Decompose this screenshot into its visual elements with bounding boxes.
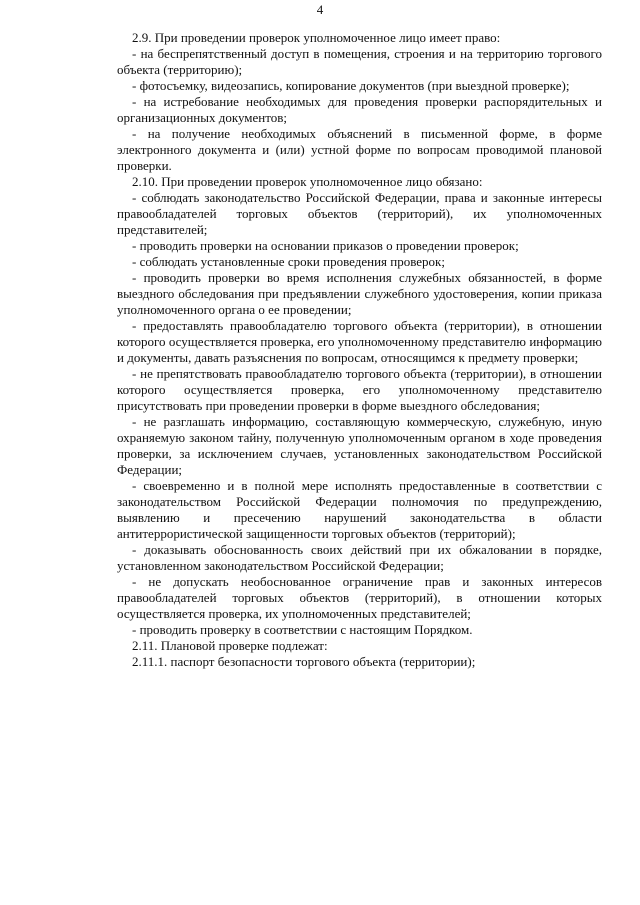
- list-item: - проводить проверки во время исполнения служебных обязанностей, в форме выездного обследования при предъявлении служебного удостоверения, копии приказа уполномоченного органа о ее проведении;: [117, 270, 602, 317]
- list-item: - не препятствовать правообладателю торгового объекта (территории), в отношении которого осуществляется проверка, его уполномоченному представителю присутствовать при проведении проверки в форме выездного обследования;: [117, 366, 602, 413]
- list-item: - на истребование необходимых для проведения проверки распорядительных и организационных документов;: [117, 94, 602, 125]
- list-item: - своевременно и в полной мере исполнять предоставленные в соответствии с законодательством Российской Федерации полномочия по предупреждению, выявлению и пресечению нарушений законодательства в области антитеррористической защищенности торговых объектов (территорий);: [117, 478, 602, 541]
- list-item: - соблюдать законодательство Российской Федерации, права и законные интересы правообладателей торговых объектов (территорий), их уполномоченных представителей;: [117, 190, 602, 237]
- list-item: - не допускать необоснованное ограничение прав и законных интересов правообладателей торговых объектов (территорий), в отношении которых осуществляется проверка, их уполномоченных представителей;: [117, 574, 602, 621]
- page-number: 4: [316, 2, 324, 17]
- list-item: - фотосъемку, видеозапись, копирование документов (при выездной проверке);: [132, 78, 570, 93]
- document-body: [117, 30, 602, 670]
- list-item: - проводить проверку в соответствии с настоящим Порядком.: [132, 622, 473, 637]
- list-item: - предоставлять правообладателю торгового объекта (территории), в отношении которого осуществляется проверка, его уполномоченному представителю информацию и документы, давать разъяснения по вопросам, относящимся к предмету проверки;: [117, 318, 602, 365]
- section-2-9-heading: 2.9. При проведении проверок уполномоченное лицо имеет право:: [132, 30, 501, 45]
- list-item: - проводить проверки на основании приказов о проведении проверок;: [132, 238, 519, 253]
- list-item: - не разглашать информацию, составляющую коммерческую, служебную, иную охраняемую законом тайну, полученную уполномоченным органом в ходе проведения проверки, за исключением случаев, установленных законодательством Российской Федерации;: [117, 414, 602, 477]
- list-item: - соблюдать установленные сроки проведения проверок;: [132, 254, 445, 269]
- section-2-10-heading: 2.10. При проведении проверок уполномоченное лицо обязано:: [132, 174, 483, 189]
- subsection-2-11-1: 2.11.1. паспорт безопасности торгового объекта (территории);: [132, 654, 476, 669]
- list-item: - на получение необходимых объяснений в письменной форме, в форме электронного документа и (или) устной форме по вопросам проводимой плановой проверки.: [117, 126, 602, 173]
- section-2-11-heading: 2.11. Плановой проверке подлежат:: [132, 638, 328, 653]
- list-item: - доказывать обоснованность своих действий при их обжаловании в порядке, установленном законодательством Российской Федерации;: [117, 542, 602, 573]
- list-item: - на беспрепятственный доступ в помещения, строения и на территорию торгового объекта (территорию);: [117, 46, 602, 77]
